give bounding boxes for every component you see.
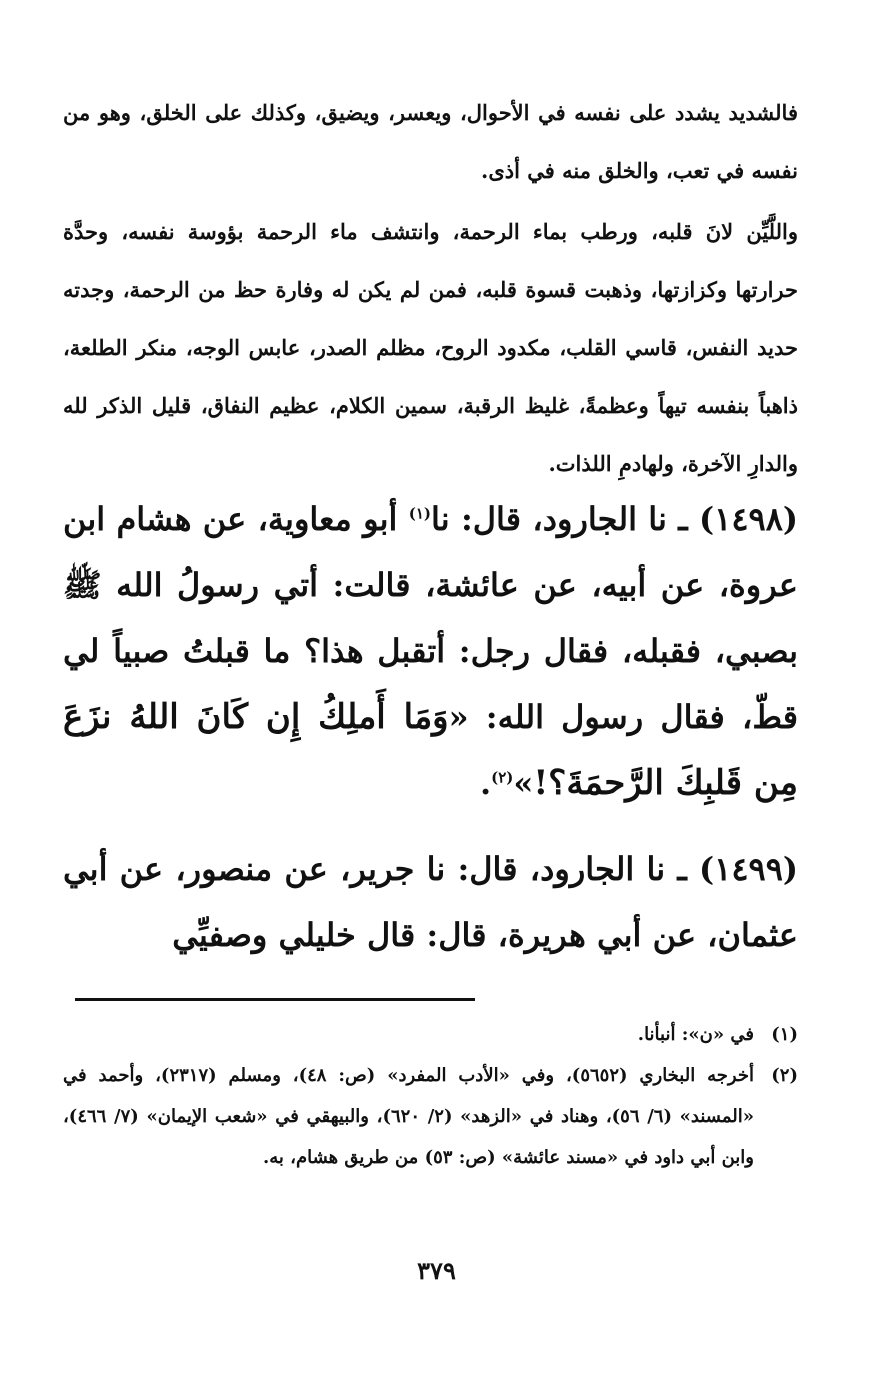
footnote-2 (63, 1055, 798, 1178)
footnotes (63, 1014, 798, 1178)
footnote-text: في «ن»: أنبأنا. (637, 1024, 754, 1045)
page-number: ٣٧٩ (417, 1256, 456, 1285)
commentary-paragraph-1: فالشديد يشدد على نفسه في الأحوال، ويعسر، ويضيق، وكذلك على الخلق، وهو من نفسه في تعب، والخلق منه في أذى. (63, 100, 798, 183)
footnote-ref-1: (١) (408, 504, 432, 523)
prophetic-quote: وَمَا أَملِكُ إِن كَانَ اللهُ نزَعَ مِن قَلبِكَ الرَّحمَةَ؟! (63, 697, 798, 803)
hadith-1498-body: أبو معاوية، عن هشام ابن عروة، عن أبيه، عن عائشة، قالت: أتي رسولُ الله ﷺ بصبي، فقبله، فقال رجل: أتقبل هذا؟ ما قبلتُ صبياً لي قطّ، فقال رسول الله: « (63, 500, 799, 736)
footnote-1 (63, 1014, 798, 1055)
footnote-number: (١) (771, 1024, 798, 1045)
footnote-number: (٢) (771, 1065, 798, 1086)
hadith-1498-opening: (١٤٩٨) ـ نا الجارود، قال: نا (431, 500, 799, 538)
commentary-paragraph-2: واللَّيِّن لانَ قلبه، ورطب بماء الرحمة، وانتشف ماء الرحمة بؤوسة نفسه، وحدَّة حرارتها وكزازتها، وذهبت قسوة قلبه، فمن لم يكن له وفارة حظ من الرحمة، وجدته حديد النفس، قاسي القلب، مكدود الروح، مظلم الصدر، عابس الوجه، منكر الطلعة، ذاهباً بنفسه تيهاً وعظمةً، غليظ الرقبة، سمين الكلام، عظيم النفاق، قليل الذكر لله والدارِ الآخرة، ولهادمِ اللذات. (63, 219, 798, 476)
hadith-1499: (١٤٩٩) ـ نا الجارود، قال: نا جرير، عن منصور، عن أبي عثمان، عن أبي هريرة، قال: قال خليلي وصفيِّي (63, 850, 799, 954)
quote-close-mark: » (513, 764, 534, 802)
footnote-separator (75, 998, 475, 1001)
footnote-ref-2: (٢) (491, 768, 514, 787)
hadith-1498-end: . (479, 764, 492, 802)
hadith-1498 (63, 486, 798, 816)
footnote-text: أخرجه البخاري (٥٦٥٢)، وفي «الأدب المفرد» (ص: ٤٨)، ومسلم (٢٣١٧)، وأحمد في «المسند» (٦/ ٥٦)، وهناد في «الزهد» (٢/ ٦٢٠)، والبيهقي في «شعب الإيمان» (٧/ ٤٦٦)، وابن أبي داود في «مسند عائشة» (ص: ٥٣) من طريق هشام، به. (63, 1065, 755, 1168)
